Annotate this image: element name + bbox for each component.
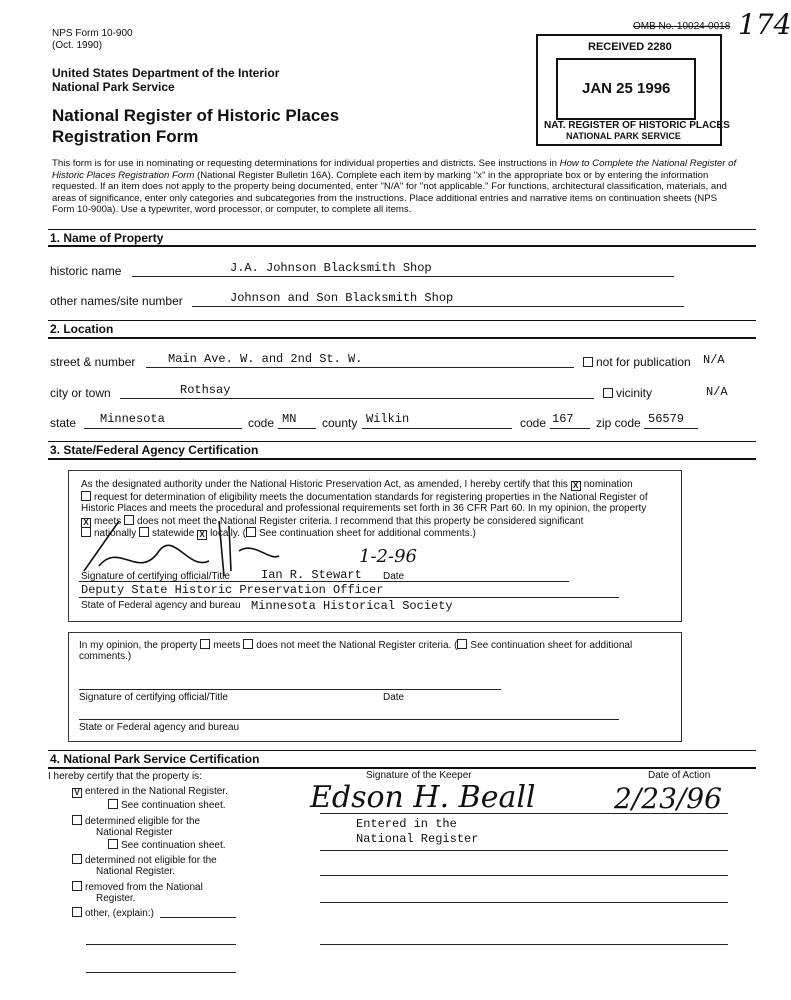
stamp-line1: NAT. REGISTER OF HISTORIC PLACES [544,120,730,131]
removed-option[interactable]: removed from the National [72,881,203,893]
locally-checkbox[interactable]: X [197,530,207,540]
opinion-line-1: In my opinion, the property meets does not meet the National Register criteria. ( See continuation sheet for additional [79,640,633,651]
not-for-publication-checkbox[interactable]: not for publication [583,355,691,369]
stamp-date: JAN 25 1996 [582,80,671,97]
signature-label: Signature of certifying official/Title [81,571,230,582]
historic-name-label: historic name [50,264,122,278]
date-label: Date [383,571,405,582]
stamp-line2: NATIONAL PARK SERVICE [566,131,681,141]
signature2-label: Signature of certifying official/Title [79,692,228,703]
street-label: street & number [50,355,136,369]
eligible-option[interactable]: determined eligible for the [72,815,200,827]
other-names-label: other names/site number [50,294,183,308]
section-1-title: 1. Name of Property [50,231,164,245]
county-label: county [322,416,358,430]
cert-line-1: As the designated authority under the National Historic Preservation Act, as amended, I hereby certify that this X nomination [81,479,633,490]
entered-stamp-line2: National Register [356,832,479,846]
state-code-field[interactable]: MN [282,412,297,426]
received-stamp [536,34,730,146]
nps-intro: I hereby certify that the property is: [48,771,202,782]
omb-number: OMB No. 10024-0018 [633,21,731,32]
section-4-title: 4. National Park Service Certification [50,752,260,766]
signer-name: Ian R. Stewart [261,568,362,582]
vicinity-checkbox[interactable]: vicinity [603,386,652,400]
cert-line-2: request for determination of eligibility meets the documentation standards for registering properties in the National Register of [81,491,648,503]
not-for-publication-value: N/A [703,353,725,367]
removed-option-line2: Register. [96,893,136,904]
state-certification-box [68,470,682,622]
department: United States Department of the Interior [52,66,280,80]
opinion-meets-checkbox[interactable] [200,639,210,649]
not-eligible-option[interactable]: determined not eligible for the [72,854,217,866]
cert-line-3: Historic Places and meets the procedural and professional requirements set forth in 36 CFR Part 60. In my opinion, the property [81,503,647,514]
form-number: NPS Form 10-900 [52,28,133,39]
date-of-action-label: Date of Action [648,770,711,781]
county-code-label: code [520,416,547,430]
zip-label: zip code [596,416,641,430]
other-option[interactable]: other, (explain:) [72,907,154,919]
zip-field[interactable]: 56579 [648,412,685,426]
stamp-received: RECEIVED 2280 [588,41,672,53]
street-field[interactable]: Main Ave. W. and 2nd St. W. [168,352,363,366]
meets-checkbox[interactable]: X [81,518,91,528]
state-label: state [50,416,77,430]
opinion-does-not-meet-checkbox[interactable] [243,639,253,649]
section-2-title: 2. Location [50,322,114,336]
keeper-signature: Edson H. Beall [310,780,536,815]
nomination-checkbox[interactable]: X [571,481,581,491]
cert-line-5: nationally statewide X locally. ( See continuation sheet for additional comments.) [81,527,476,540]
section-3-title: 3. State/Federal Agency Certification [50,443,259,457]
agency2-label: State or Federal agency and bureau [79,722,240,733]
agency-value: Minnesota Historical Society [251,599,453,613]
opinion-line-2: comments.) [79,651,132,662]
cert-line-4: X meets does not meet the National Register criteria. I recommend that this property be considered significant [81,515,583,528]
signer-title: Deputy State Historic Preservation Officer [81,583,384,597]
entered-option[interactable]: V entered in the National Register. [72,786,228,798]
eligible-option-line2: National Register [96,827,173,838]
other-names-field[interactable]: Johnson and Son Blacksmith Shop [230,291,454,305]
page-subtitle: Registration Form [52,127,199,146]
county-field[interactable]: Wilkin [366,412,410,426]
entered-continuation-option[interactable]: See continuation sheet. [108,799,226,811]
date2-label: Date [383,692,405,703]
date-of-action: 2/23/96 [614,782,722,815]
city-label: city or town [50,386,111,400]
historic-name-field[interactable]: J.A. Johnson Blacksmith Shop [230,261,432,275]
certification-date: 1-2-96 [359,546,417,567]
page-title: National Register of Historic Places [52,106,340,125]
request-checkbox[interactable] [81,491,91,501]
opinion-box [68,632,682,742]
state-field[interactable]: Minnesota [100,412,165,426]
eligible-continuation-option[interactable]: See continuation sheet. [108,839,226,851]
form-date: (Oct. 1990) [52,40,103,51]
vicinity-value: N/A [706,385,728,399]
keeper-label: Signature of the Keeper [366,770,472,781]
city-field[interactable]: Rothsay [180,383,231,397]
state-code-label: code [248,416,275,430]
instructions: This form is for use in nominating or requesting determinations for individual properties and districts. See instructions in How to Complete the National Register of Historic Places Registration Form (National Register Bulletin 16A). Complete each item by marking "x" in the appropriate box or by entering the information requested. If an item does not apply to the property being documented, enter "N/A" for "not applicable." For functions, architectural classification, materials, and areas of significance, enter only categories and subcategories from the instructions. Place additional entries and narrative items on continuation sheets (NPS Form 10-900a). Use a typewriter, word processor, or computer, to complete all items. [52,158,737,216]
opinion-continuation-checkbox[interactable] [457,639,467,649]
county-code-field[interactable]: 167 [552,412,574,426]
agency: National Park Service [52,80,175,94]
agency-label: State of Federal agency and bureau [81,600,241,611]
not-eligible-option-line2: National Register. [96,866,175,877]
page-mark: 174 [738,8,791,41]
entered-stamp-line1: Entered in the [356,817,457,831]
